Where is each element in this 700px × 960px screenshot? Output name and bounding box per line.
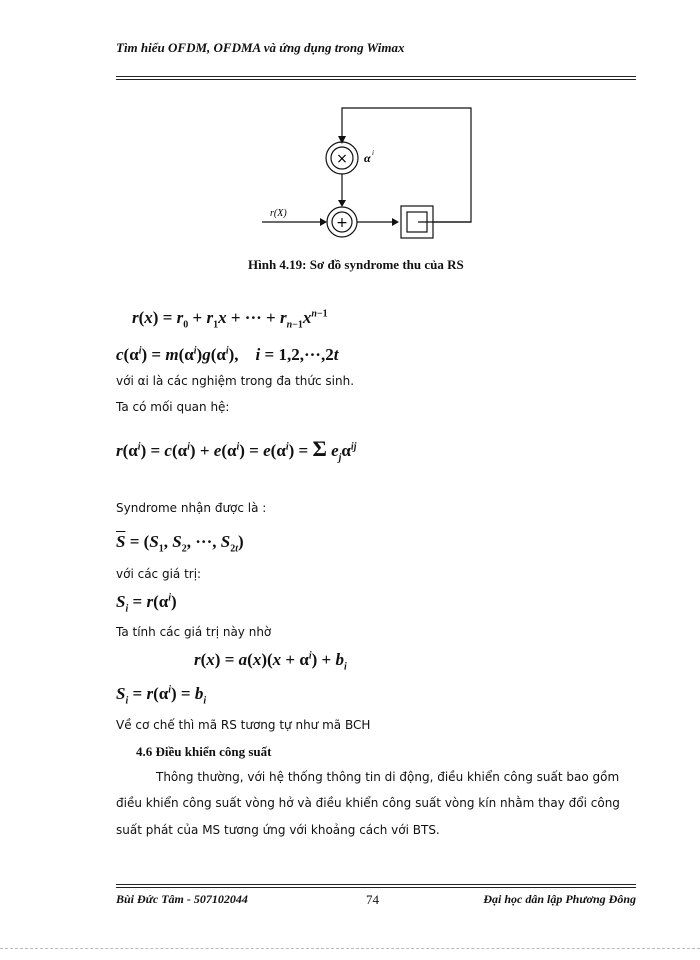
footer-rule-2 [116,887,636,888]
text-syndrome: Syndrome nhận được là : [116,501,267,515]
multiply-symbol: × [336,151,348,167]
equation-syndrome-vector: $\overline{S} = (S_1$, $S_2$, ···, $S_{2t}$) [116,532,244,555]
equation-codeword: $c(\alpha^i) = m(\alpha^i)g(\alpha^i)$, i = 1,2,···,2t [116,345,339,364]
text-relation: Ta có mối quan hệ: [116,400,230,414]
paragraph-line-1: Thông thường, với hệ thống thông tin di động, điều khiển công suất bao gồm [156,770,620,784]
figure-caption: Hình 4.19: Sơ đồ syndrome thu của RS [248,257,464,272]
header-title: Tìm hiểu OFDM, OFDMA và ứng dụng trong Wimax [116,40,405,55]
text-alpha-roots: với αi là các nghiệm trong đa thức sinh. [116,374,355,388]
equation-si-bi: $S_i = r(\alpha^i) = b_i$ [116,684,207,707]
footer-page-number: 74 [366,892,379,907]
equation-relation: $r(\alpha^i) = c(\alpha^i) + e(\alpha^i) = e(\alpha^i) = \Sigma$ $e_j\alpha^{ij}$ [116,436,357,464]
footer-author: Bùi Đức Tâm - 507102044 [116,892,248,906]
alpha-label: α [364,151,371,165]
equation-division: $r(x) = a(x)(x + \alpha^i) + b_i$ [194,650,347,673]
alpha-sup: i [372,149,374,157]
add-symbol: + [336,215,348,231]
header-rule [116,76,636,77]
paragraph-line-2: điều khiển công suất vòng hở và điều khiển công suất vòng kín nhằm thay đổi công [116,796,620,810]
text-compute: Ta tính các giá trị này nhờ [116,625,272,639]
equation-r-polynomial: $r(x) = r_0 + r_1x$ + ··· + $r_{n-1}x^{n-1}$ [132,308,328,331]
header-rule-2 [116,79,636,80]
equation-si: $S_i = r(\alpha^i)$ [116,592,177,615]
syndrome-diagram [258,98,490,246]
page-bottom-dashes [0,948,700,949]
paragraph-line-3: suất phát của MS tương ứng với khoảng cách với BTS. [116,823,440,837]
text-values: với các giá trị: [116,567,202,581]
section-title: 4.6 Điều khiển công suất [136,744,272,759]
feedback-line [342,108,471,222]
text-bch: Về cơ chế thì mã RS tương tự như mã BCH [116,718,371,732]
footer-rule [116,884,636,885]
footer-school: Đại học dân lập Phương Đông [483,892,636,906]
input-label: r(X) [270,208,287,219]
